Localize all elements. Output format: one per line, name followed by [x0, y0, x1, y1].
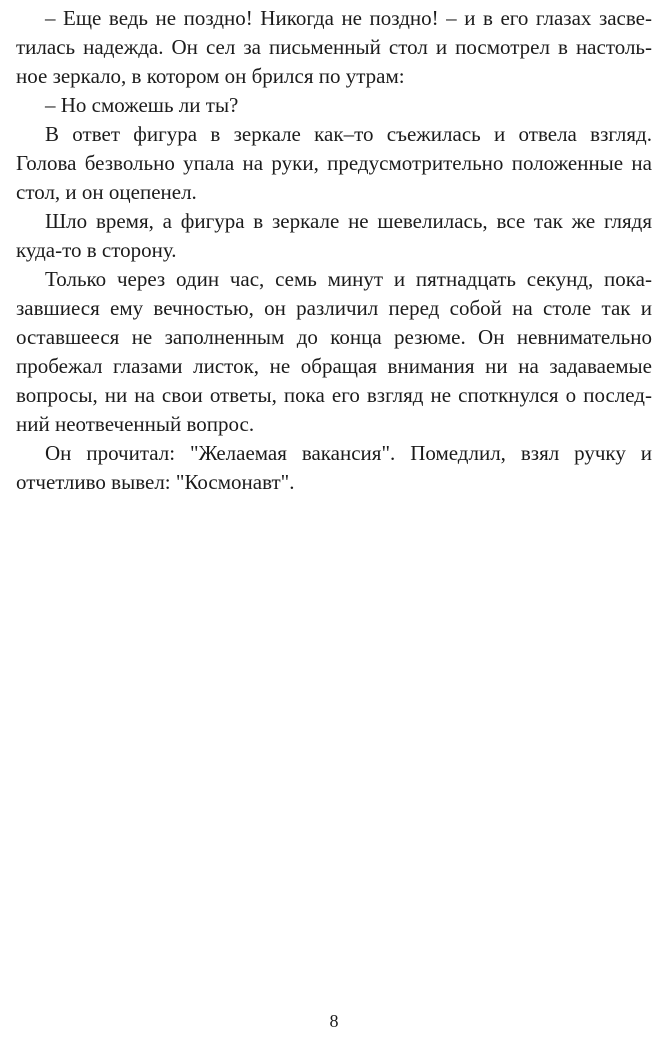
paragraph-5-line-4: пробежал глазами листок, не обращая внимания ни на задаваемые [16, 354, 652, 378]
paragraph-4-line-1: Шло время, а фигура в зеркале не шевелилась, все так же глядя [45, 209, 652, 233]
page-number: 8 [329, 1011, 339, 1031]
paragraph-1-line-2: тилась надежда. Он сел за письменный стол и посмотрел в настоль- [16, 35, 652, 59]
paragraph-5-line-3: оставшееся не заполненным до конца резюме. Он невнимательно [16, 325, 652, 349]
paragraph-5-line-6: ний неотвеченный вопрос. [16, 412, 255, 436]
paragraph-5-line-5: вопросы, ни на свои ответы, пока его взгляд не споткнулся о послед- [16, 383, 652, 407]
paragraph-2-line-1: – Но сможешь ли ты? [45, 93, 239, 117]
paragraph-6-line-1: Он прочитал: "Желаемая вакансия". Помедлил, взял ручку и [45, 441, 652, 465]
paragraph-3-line-2: Голова безвольно упала на руки, предусмотрительно положенные на [16, 151, 652, 175]
paragraph-6-line-2: отчетливо вывел: "Космонавт". [16, 470, 295, 494]
paragraph-3-line-3: стол, и он оцепенел. [16, 180, 197, 204]
document-page [16, 0, 652, 1044]
paragraph-5-line-1: Только через один час, семь минут и пятнадцать секунд, пока- [45, 267, 652, 291]
paragraph-1-line-3: ное зеркало, в котором он брился по утрам: [16, 64, 405, 88]
paragraph-4-line-2: куда-то в сторону. [16, 238, 177, 262]
paragraph-3-line-1: В ответ фигура в зеркале как–то съежилась и отвела взгляд. [45, 122, 652, 146]
paragraph-5-line-2: завшиеся ему вечностью, он различил перед собой на столе так и [16, 296, 652, 320]
paragraph-1-line-1: – Еще ведь не поздно! Никогда не поздно! – и в его глазах засве- [45, 6, 652, 30]
